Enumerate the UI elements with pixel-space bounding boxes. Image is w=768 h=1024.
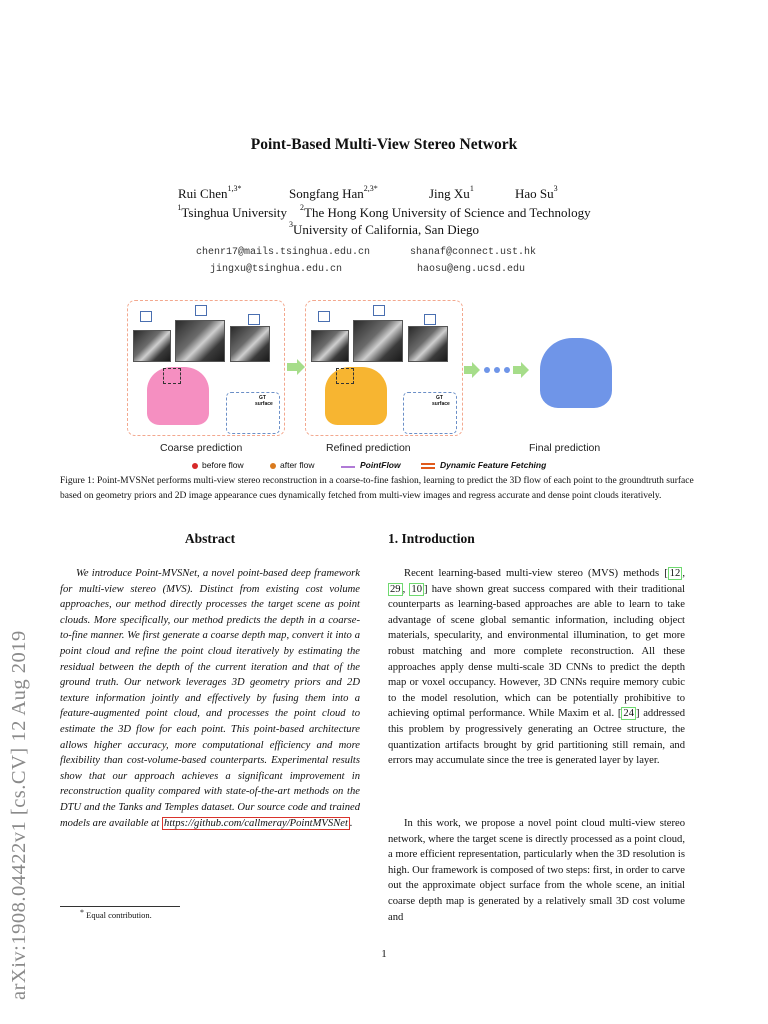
camera-icon — [318, 311, 330, 322]
abstract-body: We introduce Point-MVSNet, a novel point-based deep framework for multi-view stereo (MVS). Distinct from existing cost volume approaches, our method directly processes the target scene as point clouds. More specifically, our method predicts the depth in a coarse-to-fine manner. We first generate a coarse depth map, convert it into a point cloud and refine the point cloud iteratively by estimating the residual between the depth of the current iteration and that of the ground truth. Our network leverages 3D geometry priors and 2D texture information jointly and effectively by fusing them into a feature-augmented point cloud, and processes the point cloud to estimate the 3D flow for each point. This point-based architecture allows higher accuracy, more computational efficiency and more flexibility than cost-volume-based counterparts. Experimental results show that our approach achieves a significant improvement in reconstruction quality compared with state-of-the-art methods on the DTU and the Tanks and Temples dataset. Our source code and trained models are available at https://github.com/callmeray/PointMVSNet . — [60, 568, 360, 829]
intro-heading: 1. Introduction — [388, 531, 475, 546]
footnote-rule — [60, 906, 180, 907]
view-image — [133, 330, 171, 362]
gt-surface-inset: GT surface — [226, 392, 280, 434]
before-flow-dot — [192, 463, 198, 469]
legend-before-flow: before flow — [202, 460, 244, 470]
intro-paragraph-2: In this work, we propose a novel point cloud multi-view stereo network, where the target scene is directly processed as a point cloud, a more efficient representation, particularly when the 3D resolution is high. Our framework is composed of two steps: first, in order to carve out the approximate object surface from the whole scene, an initial coarse depth map is generated by a relatively small 3D cost volume and — [388, 818, 685, 923]
refined-point-cloud — [325, 367, 387, 425]
stage-arrow — [464, 366, 472, 374]
camera-icon — [373, 305, 385, 316]
view-image — [175, 320, 225, 362]
caption-final: Final prediction — [529, 442, 601, 454]
intro-paragraph-1: Recent learning-based multi-view stereo (MVS) methods [ 12 , 29 , 10 ] have shown great success compared with their traditional counterparts as learning-based approaches are able to learn to take advantage of scene global semantic information, including object materials, specularity, and environmental illumination, to get more robust matching and more complete reconstruction. All these approaches apply dense multi-scale 3D CNNs to predict the depth map or voxel occupancy. However, 3D CNNs require memory cubic to the model resolution, which can be potentially prohibitive to achieving optimal performance. While Maxim et al. [ 24 ] addressed this problem by progressively generating an Octree structure, the quantization artifacts brought by grid partitioning still remain, and errors may accumulate since the tree is generated layer by layer. — [388, 568, 685, 767]
affiliation-line-2: $^3$University of California, San Diego — [289, 220, 479, 237]
stage-arrow — [513, 366, 521, 374]
camera-icon — [195, 305, 207, 316]
page-number: 1 — [381, 948, 387, 960]
view-image — [230, 326, 270, 362]
after-flow-dot — [270, 463, 276, 469]
author-1: Rui Chen$^{1,3*}$ — [178, 184, 242, 201]
author-4: Hao Su$^3$ — [515, 184, 558, 201]
email-3: jingxu@tsinghua.edu.cn — [210, 264, 343, 275]
selection-box — [163, 368, 181, 384]
view-image — [311, 330, 349, 362]
abstract-heading: Abstract — [184, 531, 236, 546]
stage-arrow-head — [472, 362, 480, 378]
stage-arrow-head — [297, 359, 305, 375]
view-image — [353, 320, 403, 362]
citation-link[interactable]: 29 — [390, 583, 401, 595]
selection-box — [336, 368, 354, 384]
github-link[interactable]: https://github.com/callmeray/PointMVSNet — [164, 817, 348, 829]
caption-coarse: Coarse prediction — [160, 442, 243, 454]
email-2: shanaf@connect.ust.hk — [410, 247, 537, 258]
figure-caption: Figure 1: Point-MVSNet performs multi-view stereo reconstruction in a coarse-to-fine fashion, learning to predict the 3D flow of each point to the groundtruth surface based on geometry priors and 2D image appearance cues dynamically fetched from multi-view images and regress accurate and dense point clouds iteratively. — [60, 476, 694, 501]
footnote: * Equal contribution. — [80, 908, 152, 920]
view-image — [408, 326, 448, 362]
camera-icon — [248, 314, 260, 325]
legend-dff: Dynamic Feature Fetching — [440, 460, 547, 470]
ellipsis-dot — [494, 367, 500, 373]
citation-link[interactable]: 24 — [623, 708, 634, 720]
citation-link[interactable]: 12 — [669, 568, 681, 579]
arxiv-stamp: arXiv:1908.04422v1 [cs.CV] 12 Aug 2019 — [8, 630, 30, 1000]
stage-arrow — [287, 363, 297, 371]
legend-after-flow: after flow — [280, 460, 315, 470]
pointflow-arrow-icon — [341, 466, 355, 468]
camera-icon — [424, 314, 436, 325]
dff-arrow-icon — [421, 463, 435, 465]
affiliation-line-1: $^1$Tsinghua University $^2$The Hong Kong University of Science and Technology — [177, 203, 591, 220]
paper-title: Point-Based Multi-View Stereo Network — [250, 136, 518, 153]
gt-surface-inset: GT surface — [403, 392, 457, 434]
email-1: chenr17@mails.tsinghua.edu.cn — [196, 247, 371, 258]
ellipsis-dot — [504, 367, 510, 373]
email-4: haosu@eng.ucsd.edu — [417, 264, 526, 275]
camera-icon — [140, 311, 152, 322]
author-2: Songfang Han$^{2,3*}$ — [289, 184, 378, 201]
author-3: Jing Xu$^1$ — [429, 184, 474, 201]
legend-pointflow: PointFlow — [360, 460, 401, 470]
dff-arrow-icon — [421, 467, 435, 469]
citation-link[interactable]: 10 — [411, 583, 422, 595]
stage-arrow-head — [521, 362, 529, 378]
ellipsis-dot — [484, 367, 490, 373]
caption-refined: Refined prediction — [326, 442, 411, 454]
final-point-cloud — [540, 338, 612, 408]
